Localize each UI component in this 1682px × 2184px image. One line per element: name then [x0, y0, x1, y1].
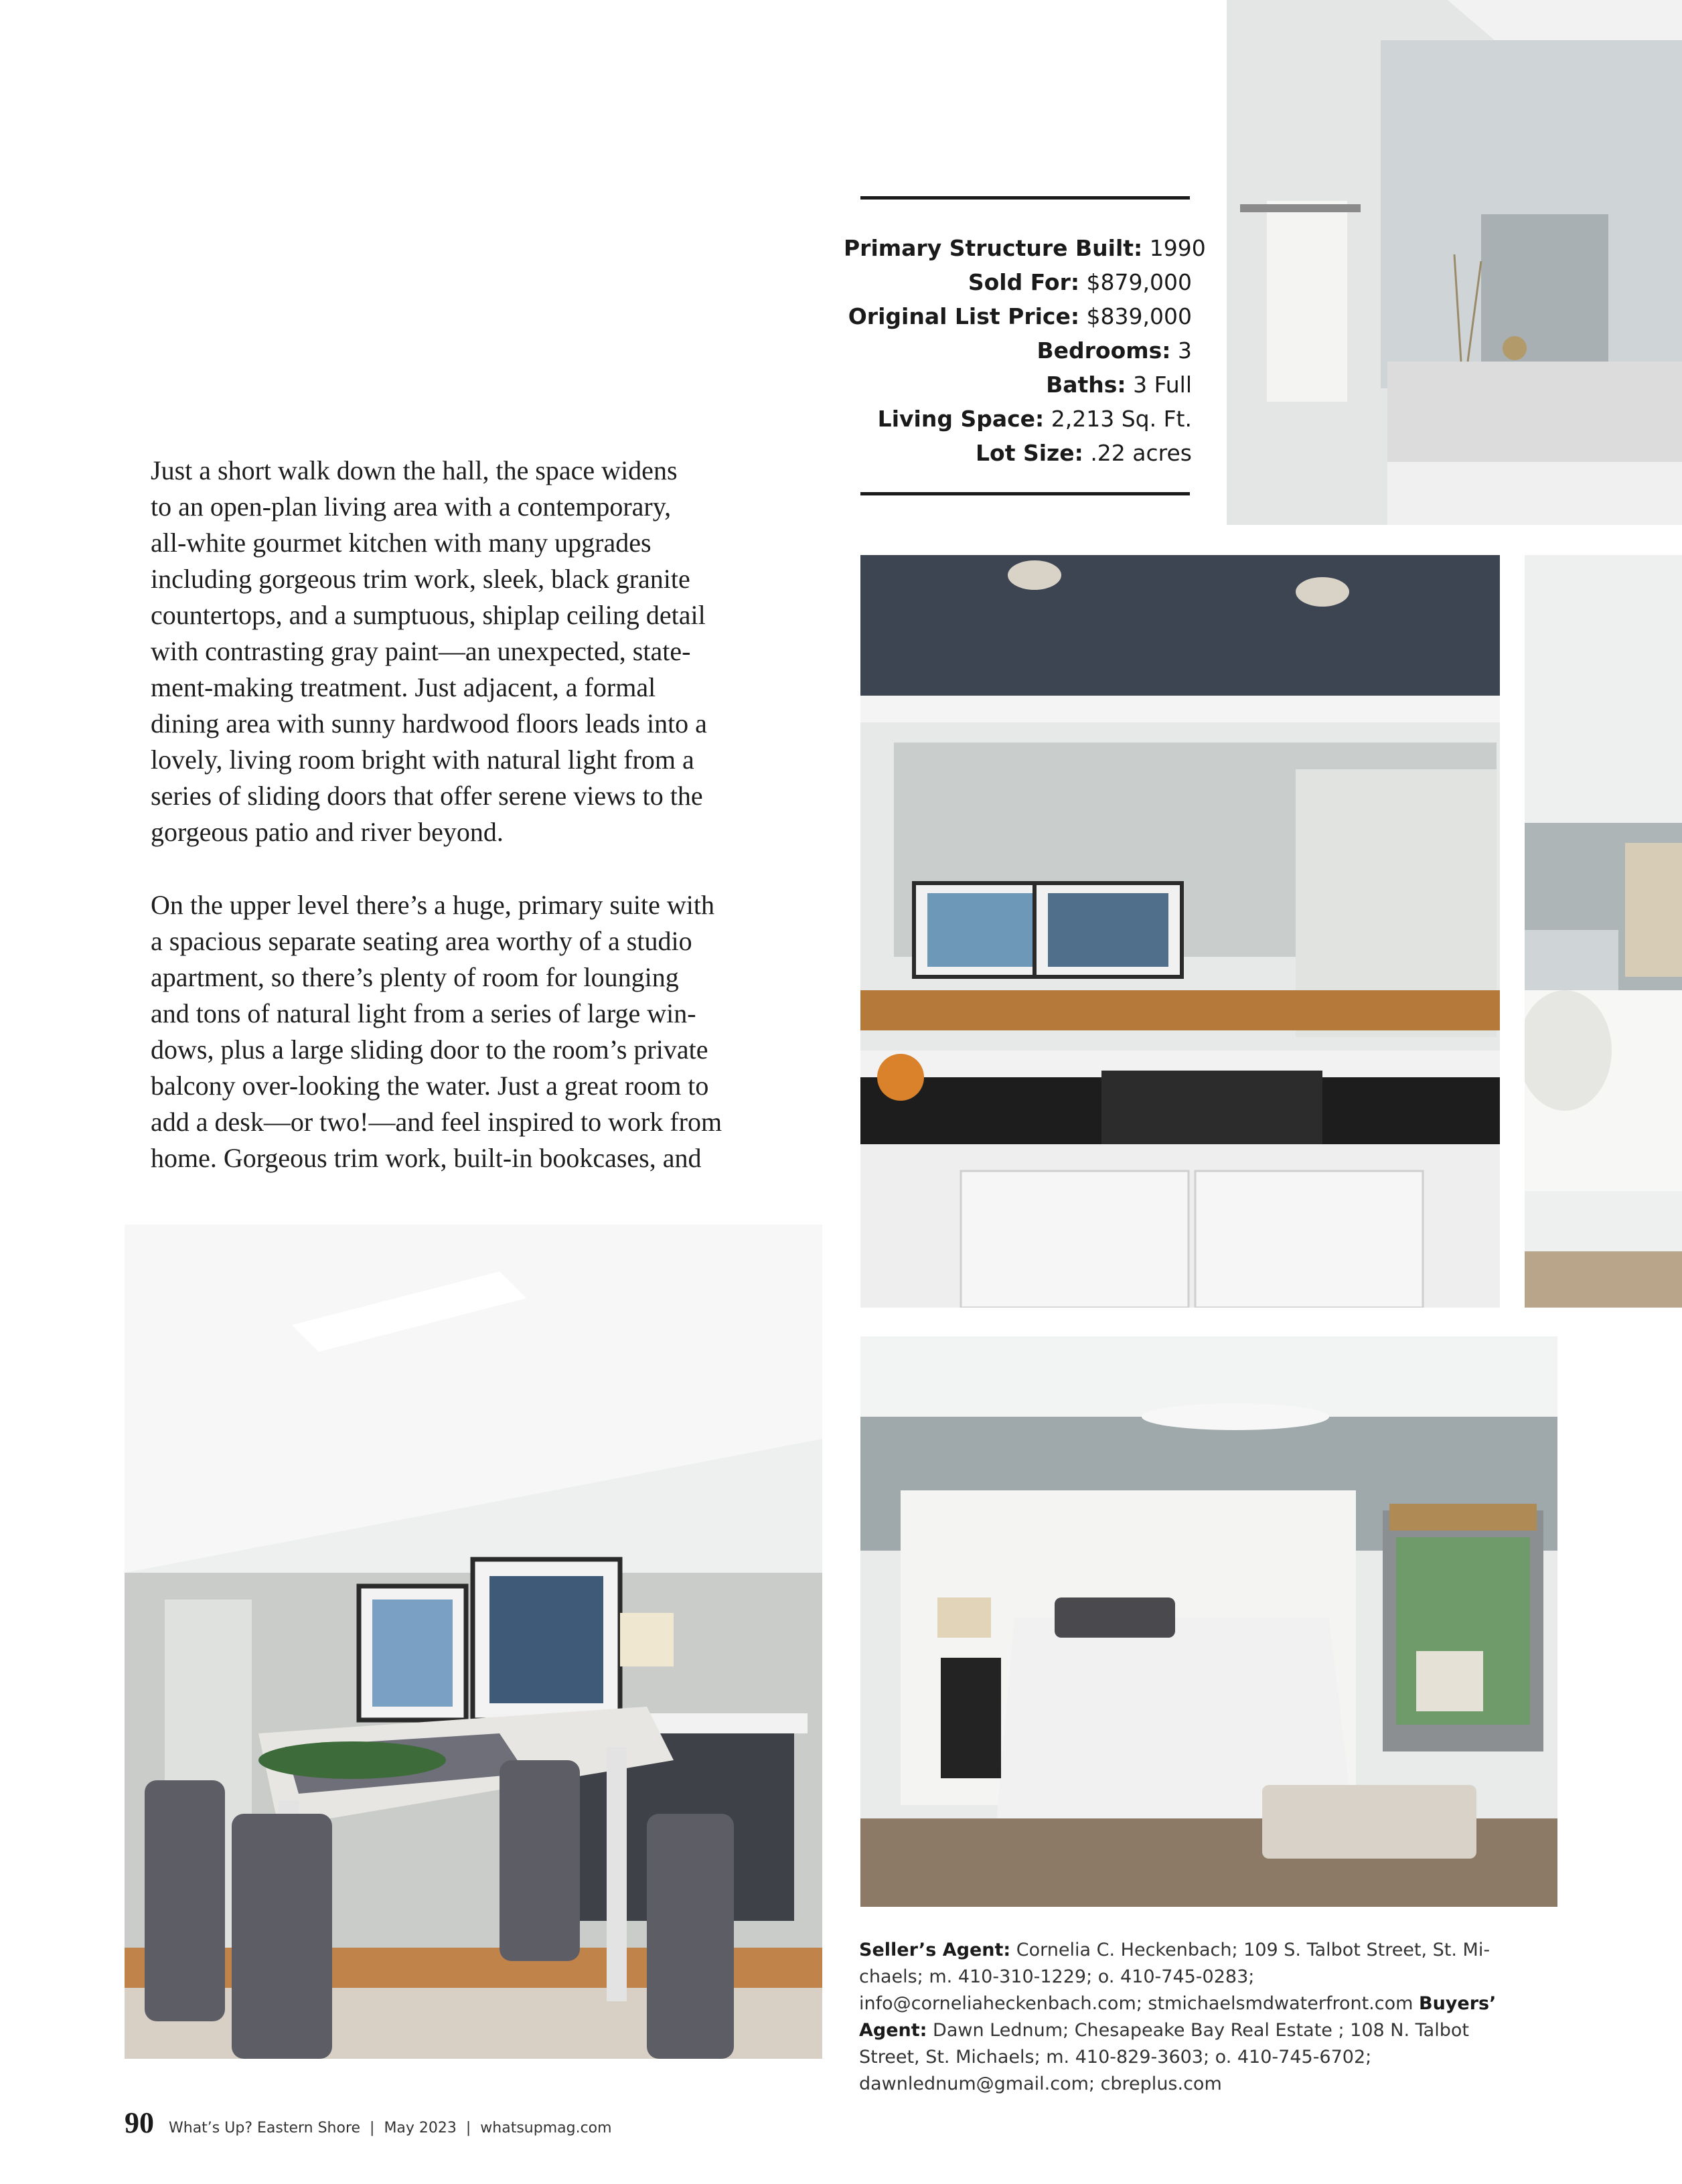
- spec-row: Sold For: $879,000: [968, 269, 1192, 295]
- agent-credits: [859, 1937, 1529, 2098]
- spec-row: Original List Price: $839,000: [848, 303, 1192, 329]
- specs-top-rule: [860, 196, 1190, 200]
- property-specs: [844, 231, 1206, 470]
- page-number: 90: [125, 2106, 154, 2139]
- spec-row: Bedrooms: 3: [1037, 337, 1192, 364]
- bedroom-photo: [860, 1336, 1557, 1907]
- text-line: On the upper level there’s a huge, primary suite with: [151, 890, 714, 920]
- text-line: to an open-plan living area with a contemporary,: [151, 491, 672, 522]
- bathroom-photo: [1227, 0, 1682, 525]
- running-footer: What’s Up? Eastern Shore | May 2023 | whatsupmag.com: [169, 2120, 612, 2136]
- buyer-agent-details: Dawn Lednum; Chesapeake Bay Real Estate ; 108 N. Talbot Street, St. Michaels; m. 410-829-3603; o. 410-745-6702; dawnlednum@gmail.com; cbreplus.com: [859, 2020, 1469, 2094]
- body-paragraph-1: [151, 453, 814, 850]
- text-line: home. Gorgeous trim work, built-in bookcases, and: [151, 1143, 702, 1173]
- text-line: dining area with sunny hardwood floors leads into a: [151, 708, 707, 738]
- seller-agent-label: Seller’s Agent:: [859, 1940, 1011, 1960]
- text-line: with contrasting gray paint—an unexpected, state-: [151, 636, 691, 666]
- text-line: apartment, so there’s plenty of room for lounging: [151, 962, 679, 992]
- kitchen-photo: [860, 555, 1500, 1308]
- spec-row: Baths: 3 Full: [1046, 372, 1192, 398]
- text-line: Just a short walk down the hall, the space widens: [151, 455, 678, 485]
- text-line: add a desk—or two!—and feel inspired to work from: [151, 1107, 722, 1137]
- specs-bottom-rule: [860, 492, 1190, 495]
- spec-row: Primary Structure Built: 1990: [844, 235, 1206, 261]
- spec-row: Lot Size: .22 acres: [976, 440, 1192, 466]
- text-line: ment-making treatment. Just adjacent, a formal: [151, 672, 656, 702]
- spec-row: Living Space: 2,213 Sq. Ft.: [877, 406, 1192, 432]
- body-paragraph-2: [151, 887, 814, 1176]
- living-room-photo: [1525, 555, 1682, 1308]
- buyer-agent-label: Buyers’ Agent:: [859, 1993, 1497, 2041]
- text-line: series of sliding doors that offer serene views to the: [151, 781, 703, 811]
- dining-room-photo: [125, 1225, 822, 2059]
- text-line: dows, plus a large sliding door to the room’s private: [151, 1034, 708, 1065]
- text-line: balcony over-looking the water. Just a great room to: [151, 1071, 709, 1101]
- text-line: lovely, living room bright with natural light from a: [151, 745, 694, 775]
- text-line: a spacious separate seating area worthy of a studio: [151, 926, 692, 956]
- text-line: all-white gourmet kitchen with many upgrades: [151, 528, 652, 558]
- text-line: and tons of natural light from a series of large win-: [151, 998, 696, 1028]
- seller-agent-details: Cornelia C. Heckenbach; 109 S. Talbot Street, St. Mi-chaels; m. 410-310-1229; o. 410-745-0283; info@corneliaheckenbach.com; stmichaelsmdwaterfront.com: [859, 1940, 1490, 2014]
- text-line: countertops, and a sumptuous, shiplap ceiling detail: [151, 600, 706, 630]
- text-line: gorgeous patio and river beyond.: [151, 817, 504, 847]
- text-line: including gorgeous trim work, sleek, black granite: [151, 564, 690, 594]
- page-footer: [125, 2106, 612, 2140]
